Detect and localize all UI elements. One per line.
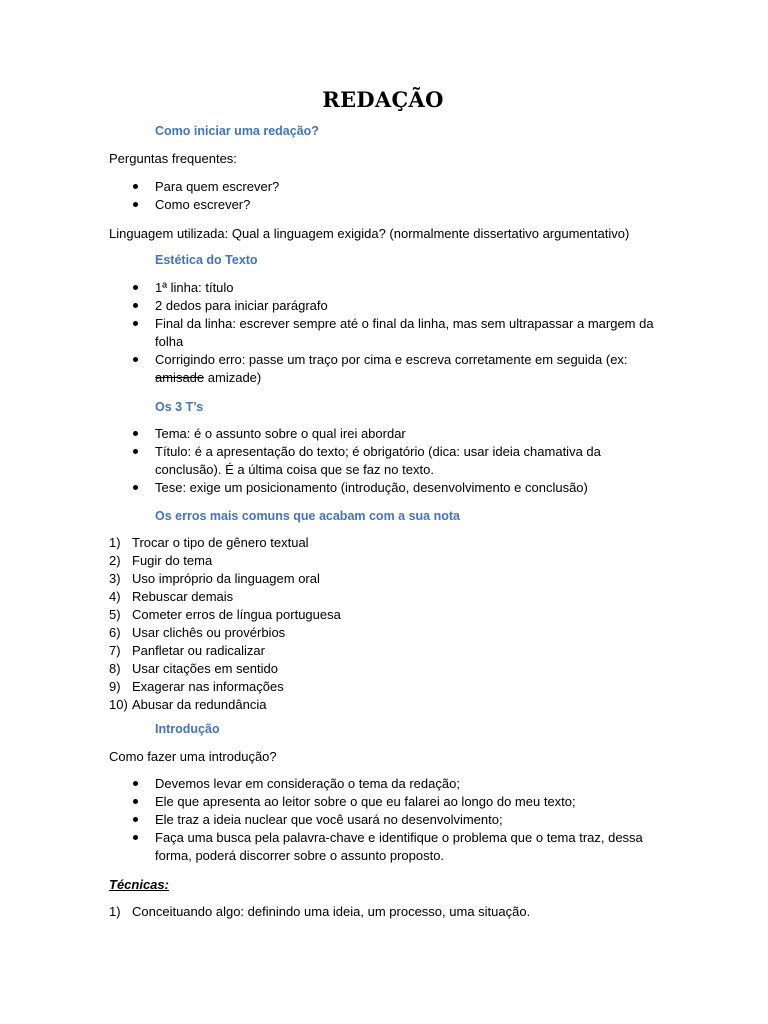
list-item: Ele que apresenta ao leitor sobre o que eu falarei ao longo do meu texto; (109, 793, 669, 811)
item-text: Abusar da redundância (132, 697, 267, 712)
list-item (109, 678, 669, 696)
list-item: Final da linha: escrever sempre até o final da linha, mas sem ultrapassar a margem da folha (109, 315, 669, 351)
estetica-list (109, 279, 669, 387)
heading-tres-ts: Os 3 T’s (155, 400, 204, 414)
list-item: Faça uma busca pela palavra-chave e identifique o problema que o tema traz, dessa forma, poderá discorrer sobre o assunto proposto. (109, 829, 669, 865)
list-item (109, 588, 669, 606)
list-item (109, 534, 669, 552)
item-text: Usar clichês ou provérbios (132, 625, 286, 640)
introducao-list (109, 775, 669, 865)
heading-estetica: Estética do Texto (155, 253, 258, 267)
list-item (109, 570, 669, 588)
list-item: Devemos levar em consideração o tema da redação; (109, 775, 669, 793)
list-item (109, 606, 669, 624)
item-number: 1) (109, 904, 121, 919)
perguntas-intro: Perguntas frequentes: (109, 151, 237, 166)
item-text: Panfletar ou radicalizar (132, 643, 265, 658)
list-item: Ele traz a ideia nuclear que você usará no desenvolvimento; (109, 811, 669, 829)
list-item: Como escrever? (109, 196, 669, 214)
item-number: 6) (109, 625, 121, 640)
item-number: 1) (109, 535, 121, 550)
corrected-word: amizade) (207, 370, 262, 385)
introducao-intro: Como fazer uma introdução? (109, 749, 277, 764)
item-number: 10) (109, 697, 128, 712)
tecnicas-list (109, 903, 669, 921)
item-number: 5) (109, 607, 121, 622)
document-title: REDAÇÃO (322, 87, 444, 112)
erros-list (109, 534, 669, 714)
heading-como-iniciar: Como iniciar uma redação? (155, 124, 319, 138)
list-item-correction (109, 351, 669, 387)
heading-erros: Os erros mais comuns que acabam com a sua nota (155, 509, 460, 523)
list-item: Tese: exige um posicionamento (introdução, desenvolvimento e conclusão) (109, 479, 669, 497)
item-text: Conceituando algo: definindo uma ideia, um processo, uma situação. (132, 904, 531, 919)
tres-ts-list (109, 425, 669, 497)
item-text: Exagerar nas informações (132, 679, 284, 694)
item-number: 7) (109, 643, 121, 658)
item-text: Trocar o tipo de gênero textual (132, 535, 309, 550)
list-item: Título: é a apresentação do texto; é obrigatório (dica: usar ideia chamativa da conclusão). É a última coisa que se faz no texto. (109, 443, 669, 479)
item-number: 8) (109, 661, 121, 676)
item-text: Rebuscar demais (132, 589, 234, 604)
list-item: 2 dedos para iniciar parágrafo (109, 297, 669, 315)
item-number: 4) (109, 589, 121, 604)
item-text: Uso impróprio da linguagem oral (132, 571, 320, 586)
item-text: Usar citações em sentido (132, 661, 278, 676)
list-item (109, 660, 669, 678)
tecnicas-label: Técnicas: (109, 877, 169, 892)
list-item (109, 552, 669, 570)
heading-introducao: Introdução (155, 722, 220, 736)
item-number: 2) (109, 553, 121, 568)
list-item: 1ª linha: título (109, 279, 669, 297)
struck-word: amisade (155, 370, 205, 385)
list-item: Para quem escrever? (109, 178, 669, 196)
item-number: 9) (109, 679, 121, 694)
item-text: Cometer erros de língua portuguesa (132, 607, 341, 622)
item-number: 3) (109, 571, 121, 586)
perguntas-list (109, 178, 669, 214)
list-item (109, 642, 669, 660)
correction-text: Corrigindo erro: passe um traço por cima e escreva corretamente em seguida (ex: (155, 352, 628, 367)
linguagem-note: Linguagem utilizada: Qual a linguagem exigida? (normalmente dissertativo argumentativo) (109, 226, 630, 241)
item-text: Fugir do tema (132, 553, 213, 568)
list-item (109, 903, 669, 921)
list-item (109, 624, 669, 642)
list-item (109, 696, 669, 714)
list-item: Tema: é o assunto sobre o qual irei abordar (109, 425, 669, 443)
